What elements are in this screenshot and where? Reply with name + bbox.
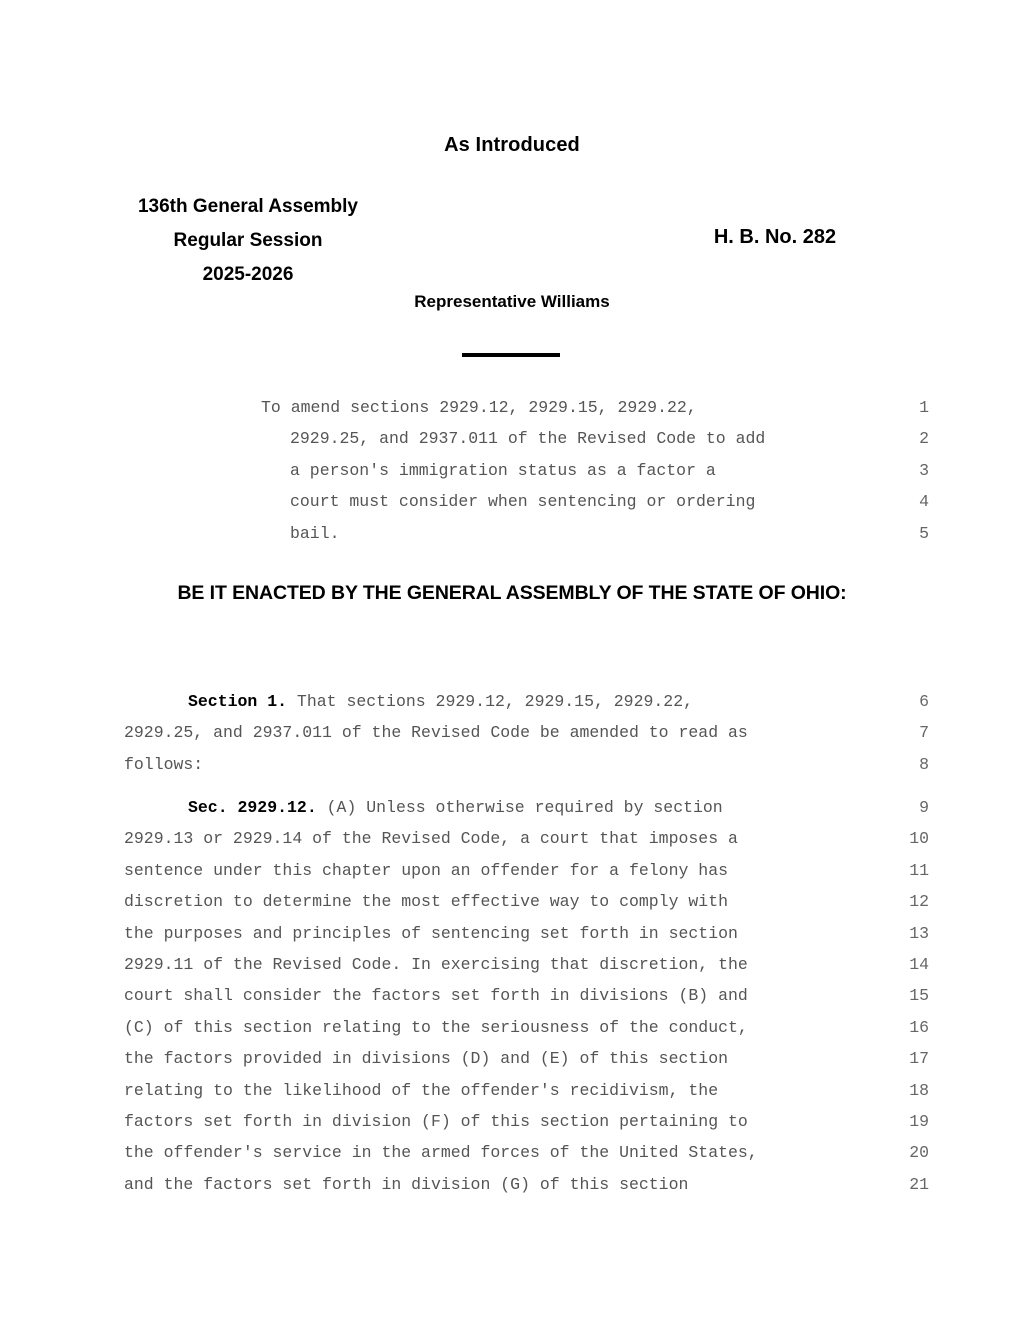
bill-text-line-content: court shall consider the factors set forth in divisions (B) and xyxy=(124,986,748,1006)
general-assembly-block xyxy=(88,190,408,292)
bill-sponsor: Representative Williams xyxy=(414,292,610,311)
bill-text-line xyxy=(261,518,929,549)
bill-text-line-content: 2929.13 or 2929.14 of the Revised Code, a court that imposes a xyxy=(124,829,738,849)
header-divider-rule xyxy=(462,353,560,357)
bill-text-line xyxy=(124,717,929,748)
bill-text-line-content: bail. xyxy=(290,523,340,543)
assembly-session: Regular Session xyxy=(173,230,323,251)
bill-text-line-content: and the factors set forth in division (G) of this section xyxy=(124,1174,689,1194)
bill-text-line xyxy=(124,792,929,823)
bill-number: H. B. No. 282 xyxy=(713,226,837,248)
bill-text-line xyxy=(124,918,929,949)
line-number: 21 xyxy=(909,1174,929,1194)
bill-text-line xyxy=(124,1012,929,1043)
bill-text-line xyxy=(124,1106,929,1137)
bill-text-line-content: Sec. 2929.12. (A) Unless otherwise required by section xyxy=(188,798,723,817)
bill-text-line-content: the offender's service in the armed forces of the United States, xyxy=(124,1143,758,1163)
enacting-clause: BE IT ENACTED BY THE GENERAL ASSEMBLY OF THE STATE OF OHIO: xyxy=(177,582,847,604)
bill-text-line xyxy=(124,886,929,917)
line-number: 7 xyxy=(919,723,929,743)
assembly-line-number: 136th General Assembly xyxy=(137,196,358,217)
section-lead-label: Sec. 2929.12. xyxy=(188,798,317,817)
bill-text-line xyxy=(124,855,929,886)
section-one-paragraph xyxy=(124,686,929,780)
bill-text-line xyxy=(124,1043,929,1074)
line-number: 5 xyxy=(919,523,929,543)
bill-text-line-content: sentence under this chapter upon an offender for a felony has xyxy=(124,860,728,880)
bill-text-line xyxy=(124,980,929,1011)
bill-text-line-content: a person's immigration status as a factor a xyxy=(290,460,716,480)
bill-text-line xyxy=(124,1075,929,1106)
purpose-clause xyxy=(261,392,929,549)
bill-text-line-content: 2929.11 of the Revised Code. In exercising that discretion, the xyxy=(124,954,748,974)
bill-text-line xyxy=(124,749,929,780)
bill-text-line-content: the factors provided in divisions (D) and (E) of this section xyxy=(124,1049,728,1069)
bill-text-line-content: discretion to determine the most effective way to comply with xyxy=(124,892,728,912)
bill-text-line xyxy=(261,423,929,454)
bill-text-line-content: relating to the likelihood of the offender's recidivism, the xyxy=(124,1080,719,1100)
bill-text-line-content: the purposes and principles of sentencing set forth in section xyxy=(124,923,738,943)
line-number: 15 xyxy=(909,986,929,1006)
bill-text-line-content: To amend sections 2929.12, 2929.15, 2929.22, xyxy=(261,398,697,417)
line-number: 2 xyxy=(919,429,929,449)
line-number: 8 xyxy=(919,754,929,774)
line-number: 12 xyxy=(909,892,929,912)
line-number: 3 xyxy=(919,460,929,480)
bill-text-line xyxy=(124,686,929,717)
line-number: 16 xyxy=(909,1017,929,1037)
bill-text-line-content: court must consider when sentencing or ordering xyxy=(290,492,756,512)
bill-text-line xyxy=(124,823,929,854)
line-number: 20 xyxy=(909,1143,929,1163)
bill-text-line-content: 2929.25, and 2937.011 of the Revised Code to add xyxy=(290,429,766,449)
bill-text-line xyxy=(124,949,929,980)
line-number: 13 xyxy=(909,923,929,943)
line-number: 6 xyxy=(919,692,929,711)
bill-text-line-content: follows: xyxy=(124,754,204,774)
bill-text-line xyxy=(124,1169,929,1200)
bill-text-line xyxy=(261,486,929,517)
line-number: 9 xyxy=(919,798,929,817)
bill-text-line xyxy=(261,455,929,486)
line-number: 11 xyxy=(909,860,929,880)
bill-text-line xyxy=(124,1137,929,1168)
bill-text-line xyxy=(261,392,929,423)
line-number: 18 xyxy=(909,1080,929,1100)
bill-text-line-content: factors set forth in division (F) of this section pertaining to xyxy=(124,1111,748,1131)
line-number: 14 xyxy=(909,954,929,974)
document-status-title: As Introduced xyxy=(444,134,580,156)
section-2929-12-paragraph xyxy=(124,792,929,1200)
bill-text-line-content: (C) of this section relating to the seriousness of the conduct, xyxy=(124,1017,748,1037)
assembly-years: 2025-2026 xyxy=(202,264,294,285)
line-number: 10 xyxy=(909,829,929,849)
section-lead-label: Section 1. xyxy=(188,692,288,711)
bill-text-line-content: Section 1. That sections 2929.12, 2929.15, 2929.22, xyxy=(188,692,693,711)
bill-text-line-content: 2929.25, and 2937.011 of the Revised Code be amended to read as xyxy=(124,723,748,743)
line-number: 19 xyxy=(909,1111,929,1131)
line-number: 4 xyxy=(919,492,929,512)
line-number: 1 xyxy=(919,398,929,417)
line-number: 17 xyxy=(909,1049,929,1069)
